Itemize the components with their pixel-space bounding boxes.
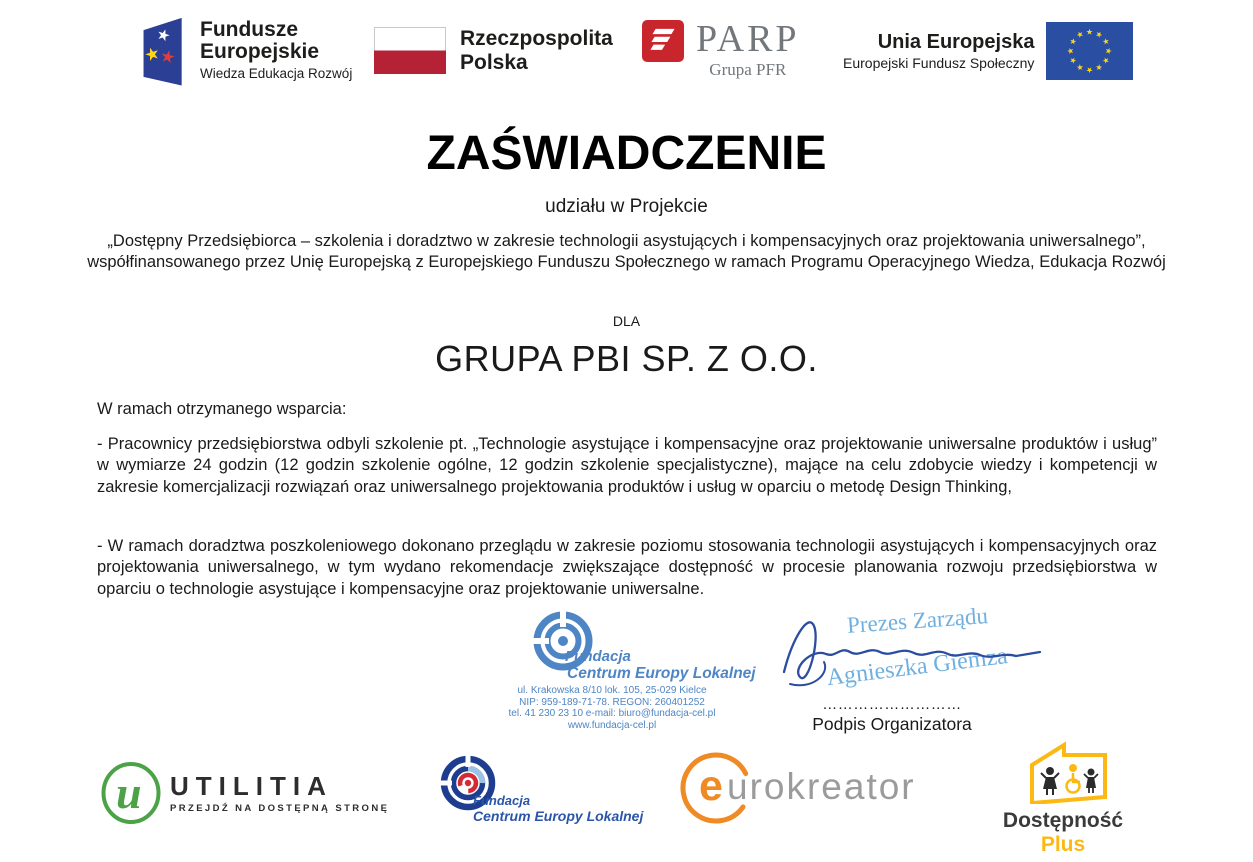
certificate-subtitle: udziału w Projekcie	[545, 196, 708, 217]
support-intro: W ramach otrzymanego wsparcia:	[97, 400, 347, 418]
parp-name: PARP	[696, 18, 800, 60]
stamp-website: www.fundacja-cel.pl	[567, 719, 657, 731]
logo-fundusze-europejskie	[131, 11, 352, 89]
fe-logo-line1: Fundusze	[200, 17, 298, 41]
eurokreator-initial: e	[699, 762, 723, 810]
stamp-address: ul. Krakowska 8/10 lok. 105, 25-029 Kielce	[517, 685, 707, 696]
poland-logo-line2: Polska	[460, 50, 528, 74]
signature-icon	[778, 600, 1048, 696]
recipient-name: GRUPA PBI SP. Z O.O.	[435, 338, 818, 379]
logo-eurokreator	[678, 748, 916, 828]
fe-logo-line2: Europejskie	[200, 39, 320, 63]
certificate-title: ZAŚWIADCZENIE	[426, 127, 827, 180]
poland-flag-icon	[374, 27, 446, 74]
dostepnosc-plus-word-primary: Dostępność	[1002, 809, 1124, 832]
signature-dotted-line: ………………………	[822, 696, 962, 713]
paragraph-training: - Pracownicy przedsiębiorstwa odbyli szkolenie pt. „Technologie asystujące i kompensacyjne oraz projektowanie uniwersalne produktów i usług” w wymiarze 24 godzin (12 godzin szkolenie ogólne, 12 godzin szkolenie specjalistyczne), mające na celu zdobycie wiedzy i kompetencji w zakresie komercjalizacji rozwiązań oraz uniwersalnego projektowania produktów i usług w oparciu o metodę Design Thinking,	[97, 435, 1157, 496]
logo-dostepnosc-plus	[988, 740, 1138, 857]
stamp-org-line1: Fundacja	[565, 648, 631, 665]
dostepnosc-plus-word-accent: Plus	[1040, 833, 1086, 856]
logo-rzeczpospolita-polska	[374, 27, 613, 74]
fundacja-cel-line2: Centrum Europy Lokalnej	[473, 808, 644, 824]
eurokreator-name: urokreator	[727, 766, 916, 807]
dla-label: DLA	[612, 313, 641, 329]
organization-stamp	[505, 604, 756, 736]
fundusze-europejskie-flag-icon	[131, 11, 189, 89]
parp-group: Grupa PFR	[709, 60, 787, 79]
signature-stamp-role: Prezes Zarządu	[846, 603, 989, 638]
utilitia-name: UTILITIA	[170, 770, 333, 801]
paragraph-advisory: - W ramach doradztwa poszkoleniowego dokonano przeglądu w zakresie poziomu stosowania technologii asystujących i kompensacyjnych oraz projektowania uniwersalnego, w tym wydano rekomendacje zwiększające dostępność w procesie planowania rozwoju przedsiębiorstwa w oparciu o technologie asystujące i kompensacyjne oraz projektowanie uniwersalne.	[97, 537, 1157, 598]
fundacja-cel-line1: Fundacja	[473, 793, 531, 808]
utilitia-circle-icon	[100, 762, 162, 824]
poland-logo-line1: Rzeczpospolita	[460, 27, 613, 51]
signature-area	[778, 600, 1048, 696]
fe-logo-line3: Wiedza Edukacja Rozwój	[200, 65, 353, 81]
utilitia-monogram: u	[116, 767, 142, 818]
stamp-registry: NIP: 959-189-71-78. REGON: 260401252	[519, 696, 705, 708]
signature-stamp-name: Agnieszka Giemza	[825, 643, 1010, 692]
stamp-org-line2: Centrum Europy Lokalnej	[567, 665, 756, 682]
logo-unia-europejska	[843, 22, 1133, 80]
parp-icon	[642, 20, 684, 62]
signature-caption: Podpis Organizatora	[812, 714, 972, 734]
logo-fundacja-cel	[437, 752, 644, 832]
stamp-contact: tel. 41 230 23 10 e-mail: biuro@fundacja-cel.pl	[508, 708, 716, 720]
project-description: „Dostępny Przedsiębiorca – szkolenia i doradztwo w zakresie technologii asystujących i kompensacyjnych oraz projektowania uniwersalnego”, współfinansowanego przez Unię Europejską z Europejskiego Funduszu Społecznego w ramach Programu Operacyjnego Wiedza, Edukacja Rozwój	[87, 232, 1166, 271]
signature-caption-block	[772, 698, 1012, 735]
dostepnosc-plus-icon	[1017, 740, 1109, 804]
eu-logo-line1: Unia Europejska	[877, 30, 1035, 53]
eu-flag-icon	[1046, 22, 1133, 80]
logo-utilitia	[100, 762, 389, 824]
logo-parp	[642, 20, 800, 80]
utilitia-tagline: PRZEJDŹ NA DOSTĘPNĄ STRONĘ	[170, 802, 390, 814]
eu-logo-line2: Europejski Fundusz Społeczny	[843, 54, 1035, 71]
